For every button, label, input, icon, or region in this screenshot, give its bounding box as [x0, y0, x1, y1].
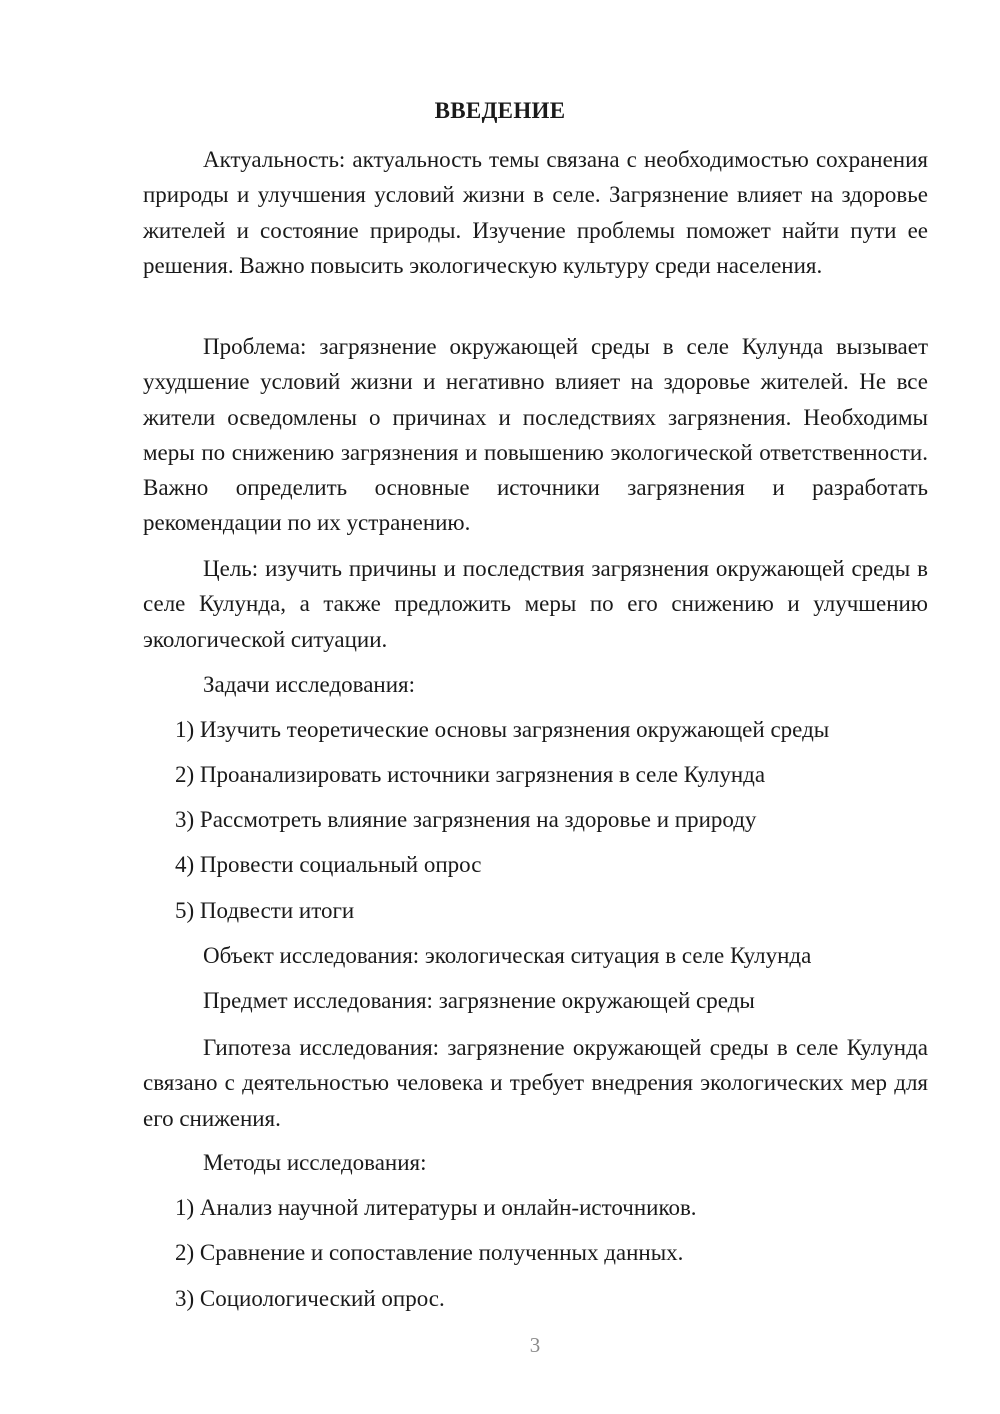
paragraph-relevance: Актуальность: актуальность темы связана с необходимостью сохранения природы и улучшения условий жизни в селе. Загрязнение влияет на здоровье жителей и состояние природы. Изучение проблемы поможет найти пути ее решения. Важно повысить экологическую культуру среди населения. — [143, 147, 928, 278]
section-title: ВВЕДЕНИЕ — [434, 98, 566, 123]
page-number: 3 — [529, 1333, 541, 1357]
task-item: 4) Провести социальный опрос — [175, 852, 482, 877]
paragraph-goal: Цель: изучить причины и последствия загрязнения окружающей среды в селе Кулунда, а также предложить меры по его снижению и улучшению экологической ситуации. — [143, 556, 928, 652]
method-item: 1) Анализ научной литературы и онлайн-источников. — [175, 1195, 697, 1220]
task-item: 3) Рассмотреть влияние загрязнения на здоровье и природу — [175, 807, 757, 832]
task-item: 1) Изучить теоретические основы загрязнения окружающей среды — [175, 717, 830, 742]
tasks-heading: Задачи исследования: — [203, 672, 416, 697]
task-item: 2) Проанализировать источники загрязнения в селе Кулунда — [175, 762, 766, 787]
paragraph-problem: Проблема: загрязнение окружающей среды в селе Кулунда вызывает ухудшение условий жизни и негативно влияет на здоровье жителей. Не все жители осведомлены о причинах и последствиях загрязнения. Необходимы меры по снижению загрязнения и повышению экологической ответственности. Важно определить основные источники загрязнения и разработать рекомендации по их устранению. — [143, 334, 928, 536]
research-subject: Предмет исследования: загрязнение окружающей среды — [203, 988, 755, 1013]
paragraph-hypothesis: Гипотеза исследования: загрязнение окружающей среды в селе Кулунда связано с деятельностью человека и требует внедрения экологических мер для его снижения. — [143, 1035, 928, 1131]
methods-heading: Методы исследования: — [203, 1150, 427, 1175]
task-item: 5) Подвести итоги — [175, 898, 355, 923]
research-object: Объект исследования: экологическая ситуация в селе Кулунда — [203, 943, 812, 968]
method-item: 2) Сравнение и сопоставление полученных данных. — [175, 1240, 684, 1265]
method-item: 3) Социологический опрос. — [175, 1286, 445, 1311]
